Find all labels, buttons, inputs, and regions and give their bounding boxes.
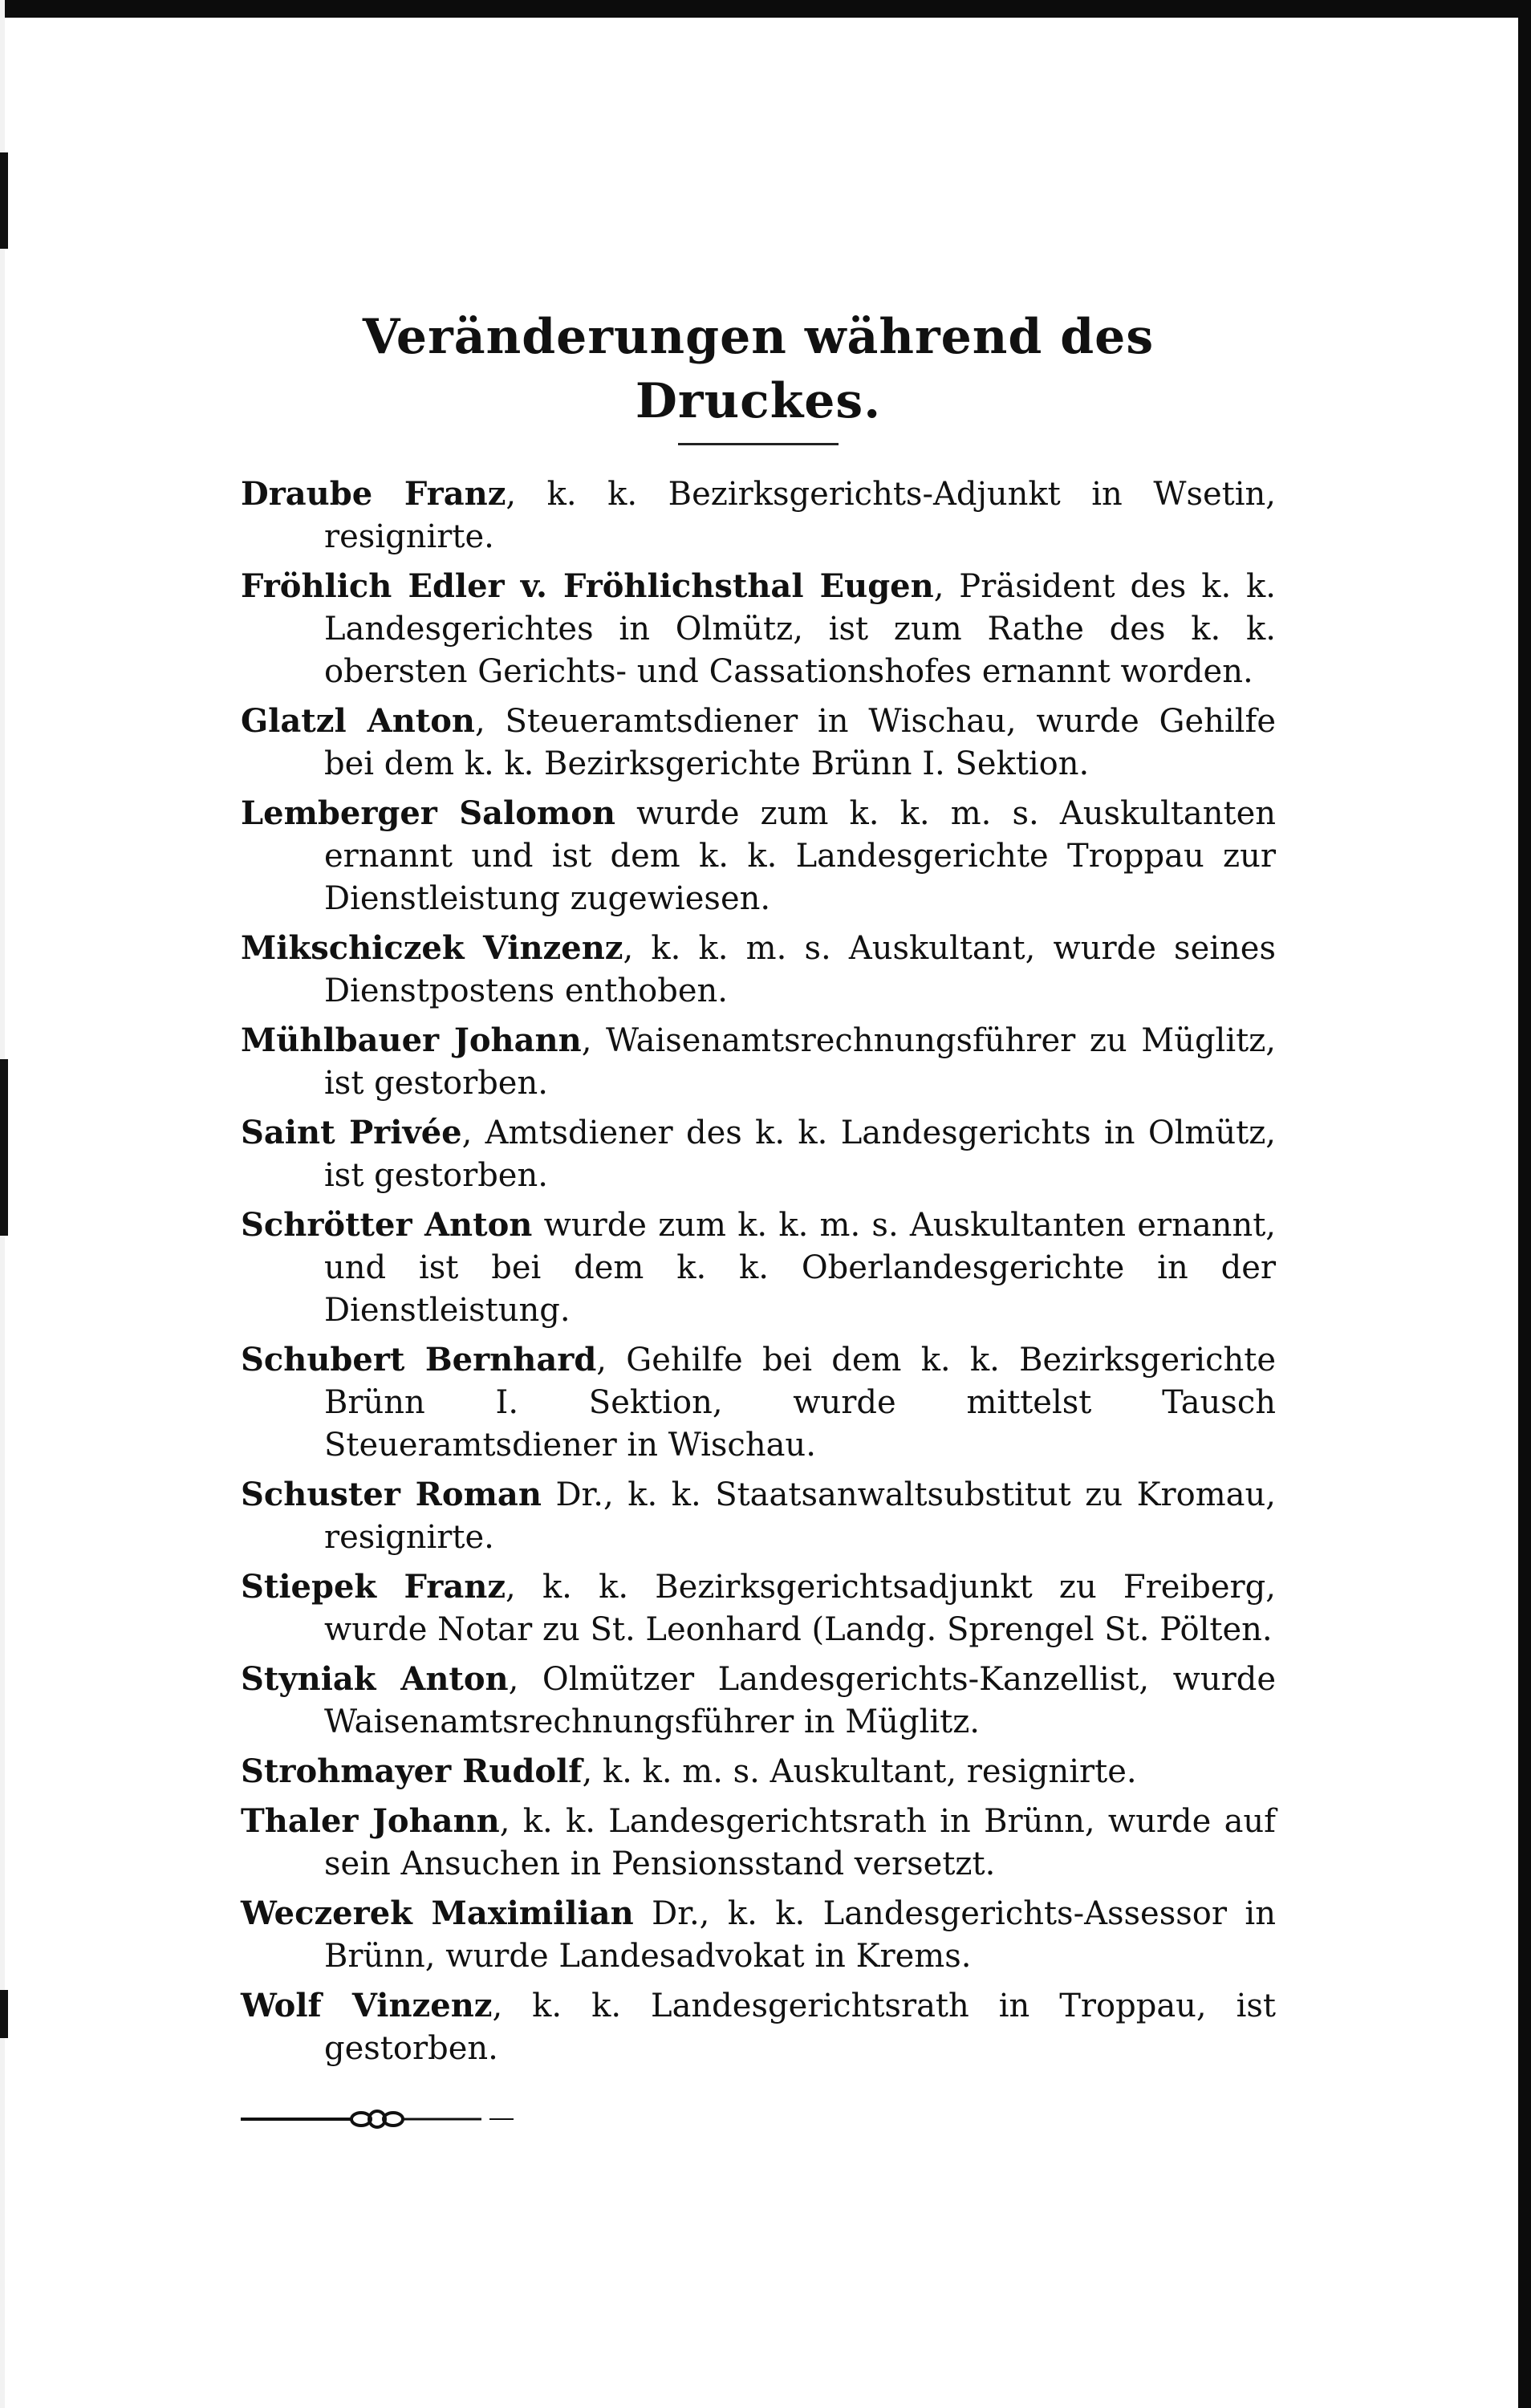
entry-text: , Amtsdiener des k. k. Landesgerichts in Olmütz, ist gestorben. <box>324 1115 1276 1194</box>
entry-name: Schubert Bernhard <box>241 1341 597 1379</box>
list-item <box>241 700 1276 786</box>
entry-text: , k. k. Landesgerichtsrath in Troppau, ist gestorben. <box>324 1988 1277 2067</box>
scan-left-mark <box>0 152 8 249</box>
entry-text: , k. k. Bezirksgerichtsadjunkt zu Freiberg, wurde Notar zu St. Leonhard (Landg. Sprengel St. Pölten. <box>324 1569 1276 1648</box>
entry-text: , k. k. Bezirksgerichts-Adjunkt in Wsetin, resignirte. <box>324 476 1276 555</box>
entry-name: Thaler Johann <box>241 1802 500 1840</box>
entry-name: Mühlbauer Johann <box>241 1021 582 1059</box>
entry-name: Stiepek Franz <box>241 1568 506 1606</box>
list-item <box>241 1565 1276 1651</box>
entry-name: Lemberger Salomon <box>241 794 615 832</box>
list-item <box>241 1658 1276 1744</box>
scan-top-border <box>0 0 1531 18</box>
entry-text: , k. k. m. s. Auskultant, resignirte. <box>582 1753 1137 1790</box>
list-item <box>241 1019 1276 1105</box>
scan-left-mark <box>0 1990 8 2038</box>
list-item <box>241 1892 1276 1978</box>
entry-name: Schuster Roman <box>241 1476 542 1513</box>
document-page <box>241 305 1276 2134</box>
list-item <box>241 1750 1276 1793</box>
list-item <box>241 1204 1276 1332</box>
entry-text: , Waisenamtsrechnungsführer zu Müglitz, ist gestorben. <box>324 1022 1277 1102</box>
entry-name: Weczerek Maximilian <box>241 1894 634 1932</box>
entry-text: , Steueramtsdiener in Wischau, wurde Gehilfe bei dem k. k. Bezirksgerichte Brünn I. Sektion. <box>324 703 1276 782</box>
list-item <box>241 1473 1276 1559</box>
entry-text: Dr., k. k. Landesgerichts-Assessor in Brünn, wurde Landesadvokat in Krems. <box>324 1895 1276 1975</box>
list-item <box>241 473 1276 558</box>
entry-text: wurde zum k. k. m. s. Auskultanten ernannt, und ist bei dem k. k. Oberlandesgerichte in der Dienstleistung. <box>324 1207 1276 1329</box>
ornament-divider-icon <box>241 2107 514 2131</box>
title-rule <box>678 443 839 445</box>
scan-left-mark <box>0 1059 8 1236</box>
entry-text: wurde zum k. k. m. s. Auskultanten ernannt und ist dem k. k. Landesgerichte Troppau zur Dienstleistung zugewiesen. <box>324 795 1277 917</box>
scan-right-border <box>1518 0 1531 2408</box>
entry-text: , k. k. m. s. Auskultant, wurde seines Dienstpostens enthoben. <box>324 930 1276 1009</box>
entry-text: , k. k. Landesgerichtsrath in Brünn, wurde auf sein Ansuchen in Pensionsstand versetzt. <box>324 1803 1276 1882</box>
entry-name: Glatzl Anton <box>241 702 476 740</box>
entry-text: Dr., k. k. Staatsanwaltsubstitut zu Kromau, resignirte. <box>324 1476 1276 1556</box>
list-item <box>241 1800 1276 1886</box>
list-item <box>241 927 1276 1013</box>
list-item <box>241 792 1276 920</box>
entry-text: , Olmützer Landesgerichts-Kanzellist, wurde Waisenamtsrechnungsführer in Müglitz. <box>324 1661 1277 1740</box>
entry-text: , Gehilfe bei dem k. k. Bezirksgerichte Brünn I. Sektion, wurde mittelst Tausch Steueramtsdiener in Wischau. <box>324 1342 1277 1464</box>
entry-name: Styniak Anton <box>241 1660 509 1698</box>
entry-name: Mikschiczek Vinzenz <box>241 929 623 967</box>
list-item <box>241 1984 1276 2070</box>
entry-name: Schrötter Anton <box>241 1206 533 1244</box>
entry-name: Draube Franz <box>241 475 506 513</box>
page-title: Veränderungen während des Druckes. <box>362 309 1155 429</box>
entry-list <box>241 473 1276 2070</box>
entry-name: Strohmayer Rudolf <box>241 1752 583 1790</box>
entry-name: Fröhlich Edler v. Fröhlichsthal Eugen <box>241 567 934 605</box>
entry-name: Saint Privée <box>241 1114 462 1151</box>
entry-text: , Präsident des k. k. Landesgerichtes in Olmütz, ist zum Rathe des k. k. obersten Gerichts- und Cassationshofes ernannt worden. <box>324 568 1276 690</box>
list-item <box>241 565 1276 693</box>
entry-name: Wolf Vinzenz <box>241 1987 493 2024</box>
list-item <box>241 1338 1276 1467</box>
list-item <box>241 1111 1276 1197</box>
